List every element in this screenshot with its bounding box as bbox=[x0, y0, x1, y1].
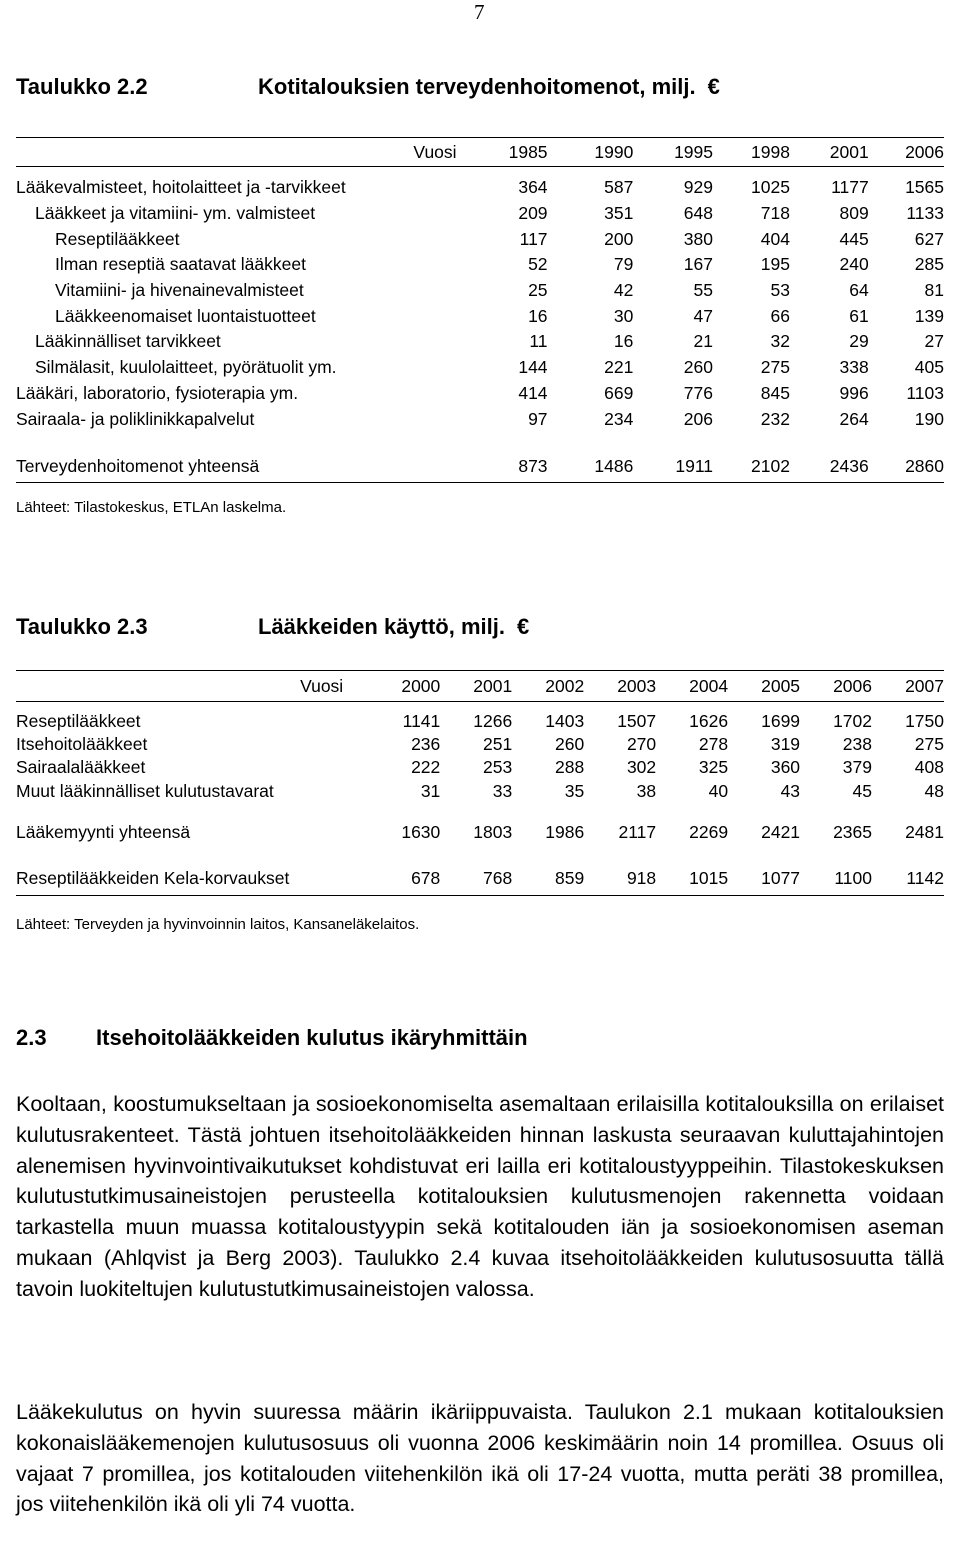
value-cell: 30 bbox=[613, 305, 634, 326]
value-cell: 338 bbox=[839, 357, 869, 378]
value-cell: 278 bbox=[698, 734, 729, 755]
value-cell: 669 bbox=[604, 382, 634, 403]
year-header-cell: 1990 bbox=[548, 138, 634, 167]
value-cell: 845 bbox=[760, 382, 790, 403]
spacer-cell bbox=[16, 702, 944, 711]
kela-value-cell: 859 bbox=[512, 863, 584, 896]
value-cell: 139 bbox=[914, 305, 944, 326]
value-cell: 43 bbox=[780, 780, 801, 801]
value-cell: 25 bbox=[528, 280, 548, 301]
value-cell: 81 bbox=[924, 280, 944, 301]
spacer-cell bbox=[16, 167, 944, 176]
value-cell: 16 bbox=[613, 331, 634, 352]
table-row bbox=[16, 355, 944, 381]
paragraph: Kooltaan, koostumukseltaan ja sosioekonomiselta asemaltaan erilaisilla kotitalouksilla on erilaiset kulutusrakenteet. Tästä johtuen itsehoitolääkkeiden hinnan laskusta seuraavan kuluttajahintojen alenemisen hyvinvointivaikutukset kohdistuvat eri lailla eri kotitaloustyyppeihin. Tilastokeskuksen kulutustutkimusaineistojen perusteella kotitalouksien kulutusmenojen rakennetta voidaan tarkastella muun muassa kotitaloustyypin sekä kotitalouden iän ja sosioekonomisen aseman mukaan (Ahlqvist ja Berg 2003). Taulukko 2.4 kuvaa itsehoitolääkkeiden kulutusosuutta tällä tavoin luokiteltujen kulutustutkimusaineistojen valossa. bbox=[16, 1092, 944, 1301]
value-cell: 404 bbox=[760, 228, 790, 249]
row-label: Sairaala- ja poliklinikkapalvelut bbox=[16, 408, 255, 429]
table-2-2-source: Lähteet: Tilastokeskus, ETLAn laskelma. bbox=[16, 499, 287, 516]
value-cell: 221 bbox=[604, 357, 634, 378]
value-cell: 40 bbox=[708, 780, 729, 801]
table-row bbox=[16, 329, 944, 355]
value-cell: 275 bbox=[760, 357, 790, 378]
value-cell: 648 bbox=[683, 203, 713, 224]
value-cell: 45 bbox=[852, 780, 872, 801]
paragraph: Lääkekulutus on hyvin suuressa määrin ikäriippuvaista. Taulukon 2.1 mukaan kotitalouksien kokonaislääkemenojen kulutusosuus oli vuonna 2006 keskimäärin noin 14 promillea. Osuus oli vajaat 7 promillea, jos kotitalouden viitehenkilön ikä oli 17-24 vuotta, mutta peräti 38 promillea, jos viitehenkilön ikä oli yli 74 vuotta. bbox=[16, 1400, 944, 1517]
value-cell: 47 bbox=[693, 305, 713, 326]
euro-symbol: € bbox=[707, 74, 720, 99]
table-2-2-title: Kotitalouksien terveydenhoitomenot, milj. bbox=[258, 74, 696, 99]
year-header-cell: 1995 bbox=[633, 138, 713, 167]
page-number: 7 bbox=[474, 0, 485, 24]
year-header-cell: 1998 bbox=[713, 138, 790, 167]
value-cell: 1702 bbox=[833, 711, 872, 732]
total-value-cell: 2481 bbox=[905, 822, 944, 843]
value-cell: 1025 bbox=[751, 177, 790, 198]
value-cell: 48 bbox=[924, 780, 944, 801]
value-cell: 240 bbox=[839, 254, 869, 275]
value-cell: 1565 bbox=[905, 177, 944, 198]
value-cell: 64 bbox=[849, 280, 869, 301]
total-value-cell: 2102 bbox=[713, 452, 790, 483]
value-cell: 16 bbox=[528, 305, 548, 326]
value-cell: 319 bbox=[770, 734, 801, 755]
value-cell: 190 bbox=[914, 408, 944, 429]
section-title: Itsehoitolääkkeiden kulutus ikäryhmittäin bbox=[96, 1025, 528, 1050]
value-cell: 195 bbox=[760, 254, 790, 275]
value-cell: 33 bbox=[492, 780, 513, 801]
total-value-cell: 1630 bbox=[401, 822, 441, 843]
row-label: Lääkkeenomaiset luontaistuotteet bbox=[55, 305, 316, 326]
value-cell: 264 bbox=[839, 408, 869, 429]
total-value-cell: 2365 bbox=[833, 822, 872, 843]
value-cell: 200 bbox=[604, 228, 634, 249]
table-row bbox=[16, 226, 944, 252]
table-2-3 bbox=[16, 670, 944, 896]
section-number: 2.3 bbox=[16, 1025, 47, 1050]
row-label: Itsehoitolääkkeet bbox=[16, 734, 148, 755]
total-label: Terveydenhoitomenot yhteensä bbox=[16, 452, 471, 483]
value-cell: 144 bbox=[518, 357, 548, 378]
kela-value-cell: 1077 bbox=[728, 863, 800, 896]
row-label: Ilman reseptiä saatavat lääkkeet bbox=[55, 254, 306, 275]
value-cell: 288 bbox=[554, 757, 585, 778]
kela-value-cell: 1142 bbox=[872, 863, 944, 896]
table-row bbox=[16, 303, 944, 329]
year-header-cell: 2005 bbox=[728, 671, 800, 702]
table-header-row bbox=[16, 671, 944, 702]
spacer-cell bbox=[16, 803, 944, 817]
value-cell: 1177 bbox=[831, 177, 869, 198]
value-cell: 1750 bbox=[905, 711, 944, 732]
euro-symbol: € bbox=[516, 614, 530, 639]
row-label: Lääkkeet ja vitamiini- ym. valmisteet bbox=[35, 203, 316, 224]
value-cell: 222 bbox=[411, 757, 441, 778]
value-cell: 325 bbox=[698, 757, 729, 778]
value-cell: 31 bbox=[420, 780, 441, 801]
value-cell: 1266 bbox=[473, 711, 513, 732]
value-cell: 1507 bbox=[617, 711, 657, 732]
table-row bbox=[16, 381, 944, 407]
value-cell: 55 bbox=[693, 280, 713, 301]
total-value-cell: 1486 bbox=[548, 452, 634, 483]
value-cell: 285 bbox=[914, 254, 944, 275]
table-2-3-label: Taulukko 2.3 bbox=[16, 614, 148, 639]
table-2-2 bbox=[16, 137, 944, 483]
kela-value-cell: 1015 bbox=[656, 863, 728, 896]
value-cell: 117 bbox=[519, 228, 548, 249]
spacer-row bbox=[16, 432, 944, 452]
value-cell: 1699 bbox=[761, 711, 801, 732]
total-value-cell: 1986 bbox=[545, 822, 585, 843]
value-cell: 232 bbox=[760, 408, 790, 429]
table-2-3-title: Lääkkeiden käyttö, milj. bbox=[258, 614, 505, 639]
table-row bbox=[16, 780, 944, 803]
value-cell: 1103 bbox=[906, 382, 944, 403]
table-row bbox=[16, 710, 944, 733]
year-header-cell: 2006 bbox=[800, 671, 872, 702]
value-cell: 236 bbox=[411, 734, 441, 755]
value-cell: 209 bbox=[518, 203, 548, 224]
year-header-label: Vuosi bbox=[16, 138, 471, 167]
value-cell: 167 bbox=[683, 254, 713, 275]
year-header-cell: 2004 bbox=[656, 671, 728, 702]
value-cell: 1133 bbox=[906, 203, 944, 224]
value-cell: 38 bbox=[636, 780, 657, 801]
table-row bbox=[16, 252, 944, 278]
total-value-cell: 2421 bbox=[761, 822, 801, 843]
table-2-3-source: Lähteet: Terveyden ja hyvinvoinnin laitos, Kansaneläkelaitos. bbox=[16, 916, 420, 933]
year-header-cell: 2003 bbox=[584, 671, 656, 702]
value-cell: 251 bbox=[483, 734, 513, 755]
total-label: Lääkemyynti yhteensä bbox=[16, 822, 191, 843]
year-header-cell: 2002 bbox=[512, 671, 584, 702]
value-cell: 234 bbox=[604, 408, 634, 429]
value-cell: 253 bbox=[483, 757, 513, 778]
value-cell: 1403 bbox=[545, 711, 585, 732]
total-value-cell: 1803 bbox=[473, 822, 513, 843]
table-row bbox=[16, 733, 944, 756]
year-header-cell: 2001 bbox=[440, 671, 512, 702]
value-cell: 809 bbox=[839, 203, 869, 224]
row-label: Reseptilääkkeet bbox=[55, 228, 180, 249]
value-cell: 29 bbox=[849, 331, 869, 352]
total-row bbox=[16, 452, 944, 483]
year-header-cell: 2000 bbox=[361, 671, 440, 702]
value-cell: 776 bbox=[683, 382, 713, 403]
total-value-cell: 2860 bbox=[869, 452, 944, 483]
value-cell: 260 bbox=[554, 734, 585, 755]
value-cell: 35 bbox=[564, 780, 585, 801]
row-label: Lääkäri, laboratorio, fysioterapia ym. bbox=[16, 382, 299, 403]
value-cell: 302 bbox=[626, 757, 657, 778]
spacer-row bbox=[16, 167, 944, 176]
kela-label: Reseptilääkkeiden Kela-korvaukset bbox=[16, 863, 361, 896]
table-2-2-label: Taulukko 2.2 bbox=[16, 74, 148, 99]
total-row bbox=[16, 817, 944, 849]
value-cell: 929 bbox=[683, 177, 713, 198]
value-cell: 11 bbox=[529, 331, 548, 352]
value-cell: 275 bbox=[914, 734, 944, 755]
table-row bbox=[16, 756, 944, 779]
value-cell: 42 bbox=[613, 280, 634, 301]
value-cell: 996 bbox=[839, 382, 869, 403]
spacer-row bbox=[16, 803, 944, 817]
table-row bbox=[16, 406, 944, 432]
year-header-label: Vuosi bbox=[16, 671, 361, 702]
value-cell: 718 bbox=[760, 203, 790, 224]
kela-row bbox=[16, 863, 944, 896]
value-cell: 627 bbox=[914, 228, 944, 249]
value-cell: 351 bbox=[604, 203, 634, 224]
kela-value-cell: 678 bbox=[361, 863, 440, 896]
kela-value-cell: 918 bbox=[584, 863, 656, 896]
total-value-cell: 2436 bbox=[790, 452, 869, 483]
total-value-cell: 2117 bbox=[618, 822, 657, 843]
table-row bbox=[16, 175, 944, 201]
value-cell: 1626 bbox=[689, 711, 729, 732]
value-cell: 445 bbox=[839, 228, 869, 249]
value-cell: 53 bbox=[770, 280, 790, 301]
value-cell: 27 bbox=[924, 331, 944, 352]
total-value-cell: 1911 bbox=[633, 452, 713, 483]
table-row bbox=[16, 201, 944, 227]
value-cell: 79 bbox=[613, 254, 634, 275]
row-label: Muut lääkinnälliset kulutustavarat bbox=[16, 780, 274, 801]
value-cell: 379 bbox=[842, 757, 872, 778]
row-label: Reseptilääkkeet bbox=[16, 711, 141, 732]
year-header-cell: 2006 bbox=[869, 138, 944, 167]
year-header-cell: 1985 bbox=[471, 138, 548, 167]
value-cell: 405 bbox=[914, 357, 944, 378]
row-label: Vitamiini- ja hivenainevalmisteet bbox=[55, 280, 304, 301]
value-cell: 380 bbox=[683, 228, 713, 249]
row-label: Lääkevalmisteet, hoitolaitteet ja -tarvikkeet bbox=[16, 177, 346, 198]
kela-value-cell: 768 bbox=[440, 863, 512, 896]
year-header-cell: 2007 bbox=[872, 671, 944, 702]
value-cell: 414 bbox=[518, 382, 548, 403]
row-label: Silmälasit, kuulolaitteet, pyörätuolit ym. bbox=[35, 357, 337, 378]
table-header-row bbox=[16, 138, 944, 167]
value-cell: 364 bbox=[518, 177, 548, 198]
spacer-cell bbox=[16, 432, 944, 452]
value-cell: 270 bbox=[626, 734, 657, 755]
value-cell: 260 bbox=[683, 357, 713, 378]
year-header-cell: 2001 bbox=[790, 138, 869, 167]
row-label: Sairaalalääkkeet bbox=[16, 757, 146, 778]
value-cell: 32 bbox=[770, 331, 790, 352]
value-cell: 52 bbox=[528, 254, 548, 275]
spacer-row bbox=[16, 849, 944, 863]
value-cell: 21 bbox=[693, 331, 713, 352]
value-cell: 408 bbox=[914, 757, 944, 778]
value-cell: 1141 bbox=[402, 711, 441, 732]
value-cell: 97 bbox=[528, 408, 548, 429]
value-cell: 587 bbox=[604, 177, 634, 198]
value-cell: 206 bbox=[683, 408, 713, 429]
total-value-cell: 2269 bbox=[689, 822, 729, 843]
value-cell: 238 bbox=[842, 734, 872, 755]
table-row bbox=[16, 278, 944, 304]
spacer-cell bbox=[16, 849, 944, 863]
total-value-cell: 873 bbox=[471, 452, 548, 483]
row-label: Lääkinnälliset tarvikkeet bbox=[35, 331, 221, 352]
value-cell: 360 bbox=[770, 757, 801, 778]
value-cell: 66 bbox=[770, 305, 790, 326]
value-cell: 61 bbox=[849, 305, 869, 326]
kela-value-cell: 1100 bbox=[800, 863, 872, 896]
spacer-row bbox=[16, 702, 944, 711]
